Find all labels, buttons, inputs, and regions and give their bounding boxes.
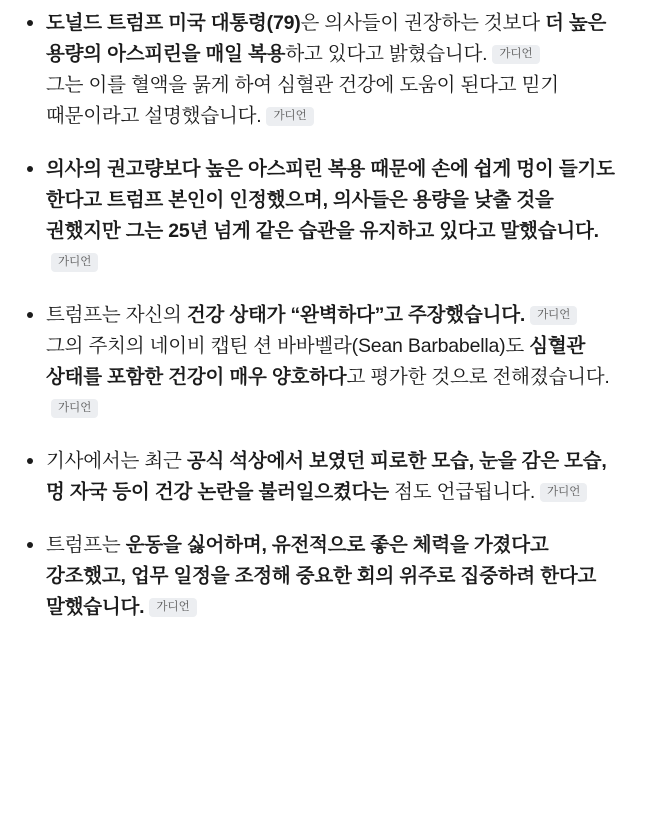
bullet-segment: 트럼프는 <box>46 534 126 556</box>
list-item <box>18 154 630 278</box>
bullet-segment: 은 의사들이 권장하는 것보다 <box>300 12 546 34</box>
bullet-segment: 고 평가한 것으로 전해졌습니다. <box>346 366 610 388</box>
bullet-text-public-appearance <box>46 446 630 508</box>
bullet-segment: 운동을 싫어하며, 유전적으로 좋은 체력을 가졌다고 강조했고, 업무 일정을 조정해 중요한 회의 위주로 집중하려 한다고 말했습니다. <box>46 534 597 618</box>
bullet-segment: 도널드 트럼프 미국 대통령(79) <box>46 12 301 34</box>
citation-badge[interactable]: 가디언 <box>51 253 98 272</box>
bullet-segment: 공식 석상에서 보였던 피로한 모습, 눈을 감은 모습, 멍 자국 등이 건강 논란을 불러일으켰다는 <box>46 450 607 503</box>
bullet-text-bruising <box>46 154 630 278</box>
bullet-segment: 트럼프는 자신의 <box>46 304 187 326</box>
citation-badge[interactable]: 가디언 <box>266 107 313 126</box>
citation-badge[interactable]: 가디언 <box>492 45 539 64</box>
bullet-segment: 그는 이를 혈액을 묽게 하여 심혈관 건강에 도움이 된다고 믿기 때문이라고 설명했습니다. <box>46 74 559 127</box>
bullet-segment: 하고 있다고 밝혔습니다. <box>285 43 488 65</box>
bullet-text-health-perfect <box>46 300 630 424</box>
citation-badge[interactable]: 가디언 <box>149 598 196 617</box>
bullet-text-aspirin-dose <box>46 8 630 132</box>
citation-badge[interactable]: 가디언 <box>540 483 587 502</box>
list-item <box>18 446 630 508</box>
bullet-segment: 점도 언급됩니다. <box>388 481 536 503</box>
summary-bullet-list <box>18 8 630 623</box>
bullet-segment: 심혈관 상태를 포함한 건강이 매우 양호하다 <box>46 335 586 388</box>
bullet-segment: 의사의 권고량보다 높은 아스피린 복용 때문에 손에 쉽게 멍이 들기도 한다고 트럼프 본인이 인정했으며, 의사들은 용량을 낮출 것을 권했지만 그는 <box>46 158 615 242</box>
bullet-segment: 기사에서는 최근 <box>46 450 187 472</box>
citation-badge[interactable]: 가디언 <box>530 306 577 325</box>
citation-badge[interactable]: 가디언 <box>51 399 98 418</box>
bullet-segment: 그의 주치의 네이비 캡틴 션 바바벨라(Sean Barbabella)도 <box>46 335 530 357</box>
list-item <box>18 300 630 424</box>
bullet-segment: 건강 상태가 “완벽하다”고 주장했습니다. <box>186 304 526 326</box>
list-item <box>18 8 630 132</box>
list-item <box>18 530 630 623</box>
bullet-segment: 더 높은 용량의 아스피린을 매일 복용 <box>46 12 607 65</box>
bullet-text-exercise-schedule <box>46 530 630 623</box>
bullet-segment: 25년 넘게 같은 습관을 유지하고 있다고 말했습니다. <box>168 220 599 242</box>
